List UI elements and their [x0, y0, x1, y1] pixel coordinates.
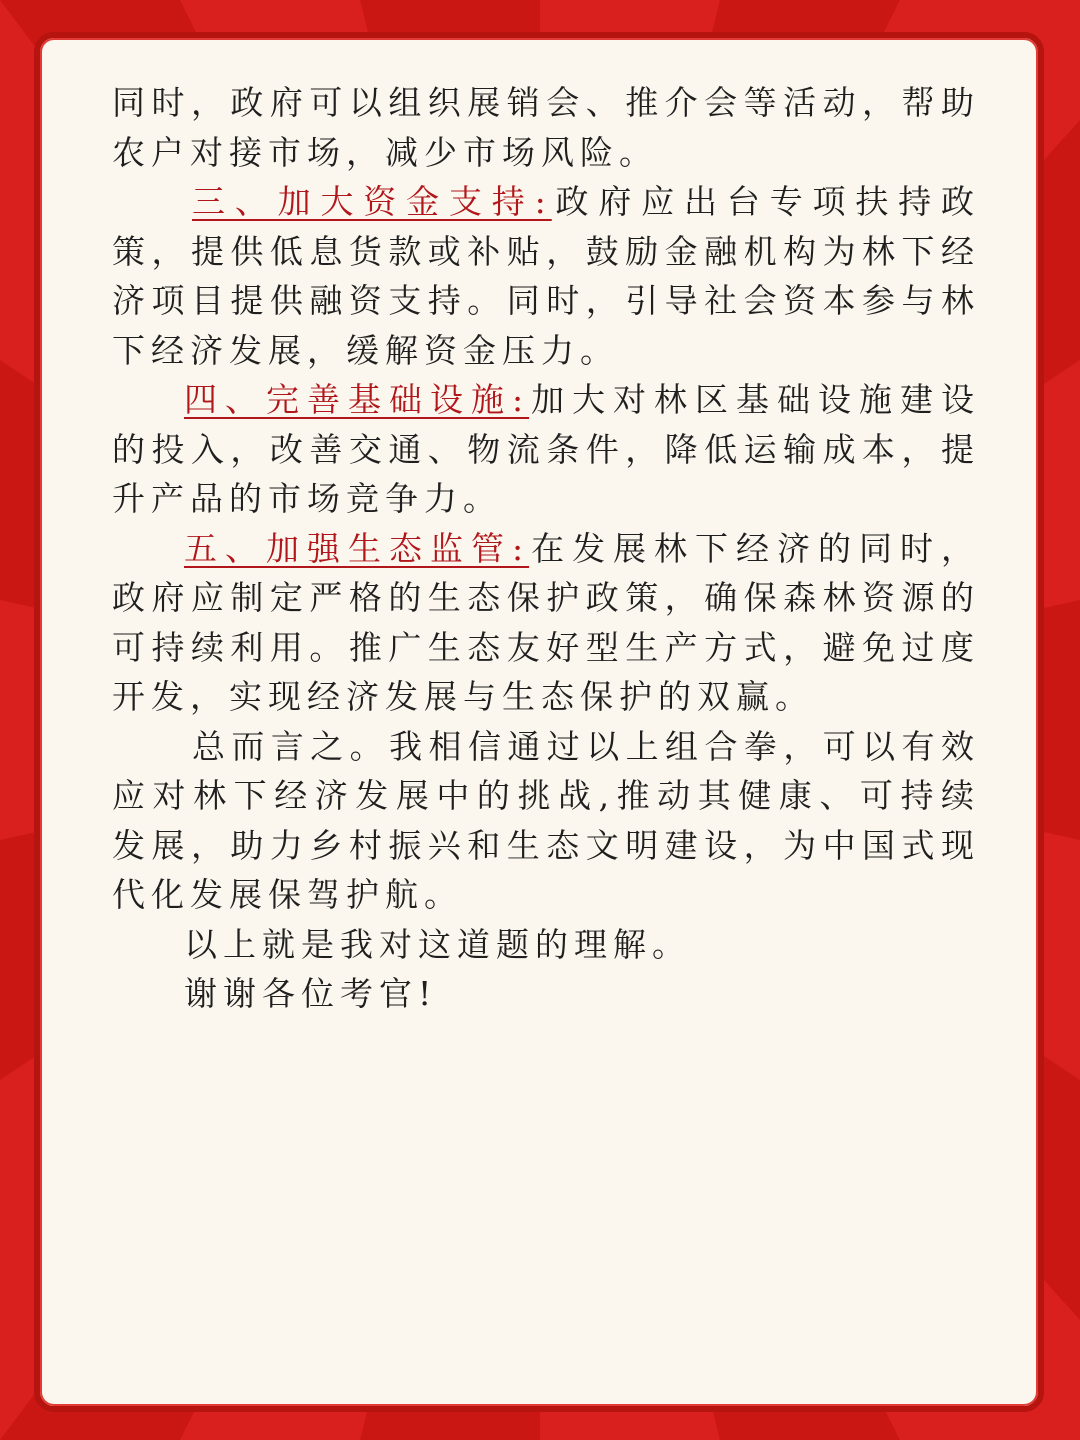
section-heading-ecology: 五、加强生态监管:: [184, 528, 530, 568]
paragraph-conclusion: [112, 722, 980, 920]
paragraph-market: [112, 78, 980, 177]
section-heading-infrastructure: 四、完善基础设施:: [184, 380, 530, 419]
document-body: [112, 78, 980, 1019]
section-heading-funding: 三、加大资金支持:: [192, 182, 552, 221]
paper-card: [34, 32, 1044, 1412]
paragraph-ecology: [112, 524, 980, 722]
paragraph-thanks: [112, 969, 980, 1019]
paragraph-text: 以上就是我对这道题的理解。: [184, 924, 691, 964]
paragraph-text: 政府应出台专项扶持政策，提供低息货款或补贴，鼓励金融机构为林下经济项目提供融资支持。同时，引导社会资本参与林下经济发展，缓解资金压力。: [112, 182, 980, 370]
paragraph-funding: [112, 177, 980, 375]
paragraph-text: 在发展林下经济的同时，政府应制定严格的生态保护政策，确保森林资源的可持续利用。推广生态友好型生产方式，避免过度开发，实现经济发展与生态保护的双赢。: [112, 528, 981, 716]
paragraph-text: 谢谢各位考官!: [184, 974, 438, 1013]
paragraph-text: 加大对林区基础设施建设的投入，改善交通、物流条件，降低运输成本，提升产品的市场竞争力。: [112, 380, 981, 518]
paragraph-closing: [112, 920, 980, 970]
paragraph-infrastructure: [112, 375, 980, 524]
paragraph-text: 总而言之。我相信通过以上组合拳，可以有效应对林下经济发展中的挑战,推动其健康、可持续发展，助力乡村振兴和生态文明建设，为中国式现代化发展保驾护航。: [112, 726, 980, 914]
paragraph-text: 同时，政府可以组织展销会、推介会等活动，帮助农户对接市场，减少市场风险。: [112, 83, 980, 172]
